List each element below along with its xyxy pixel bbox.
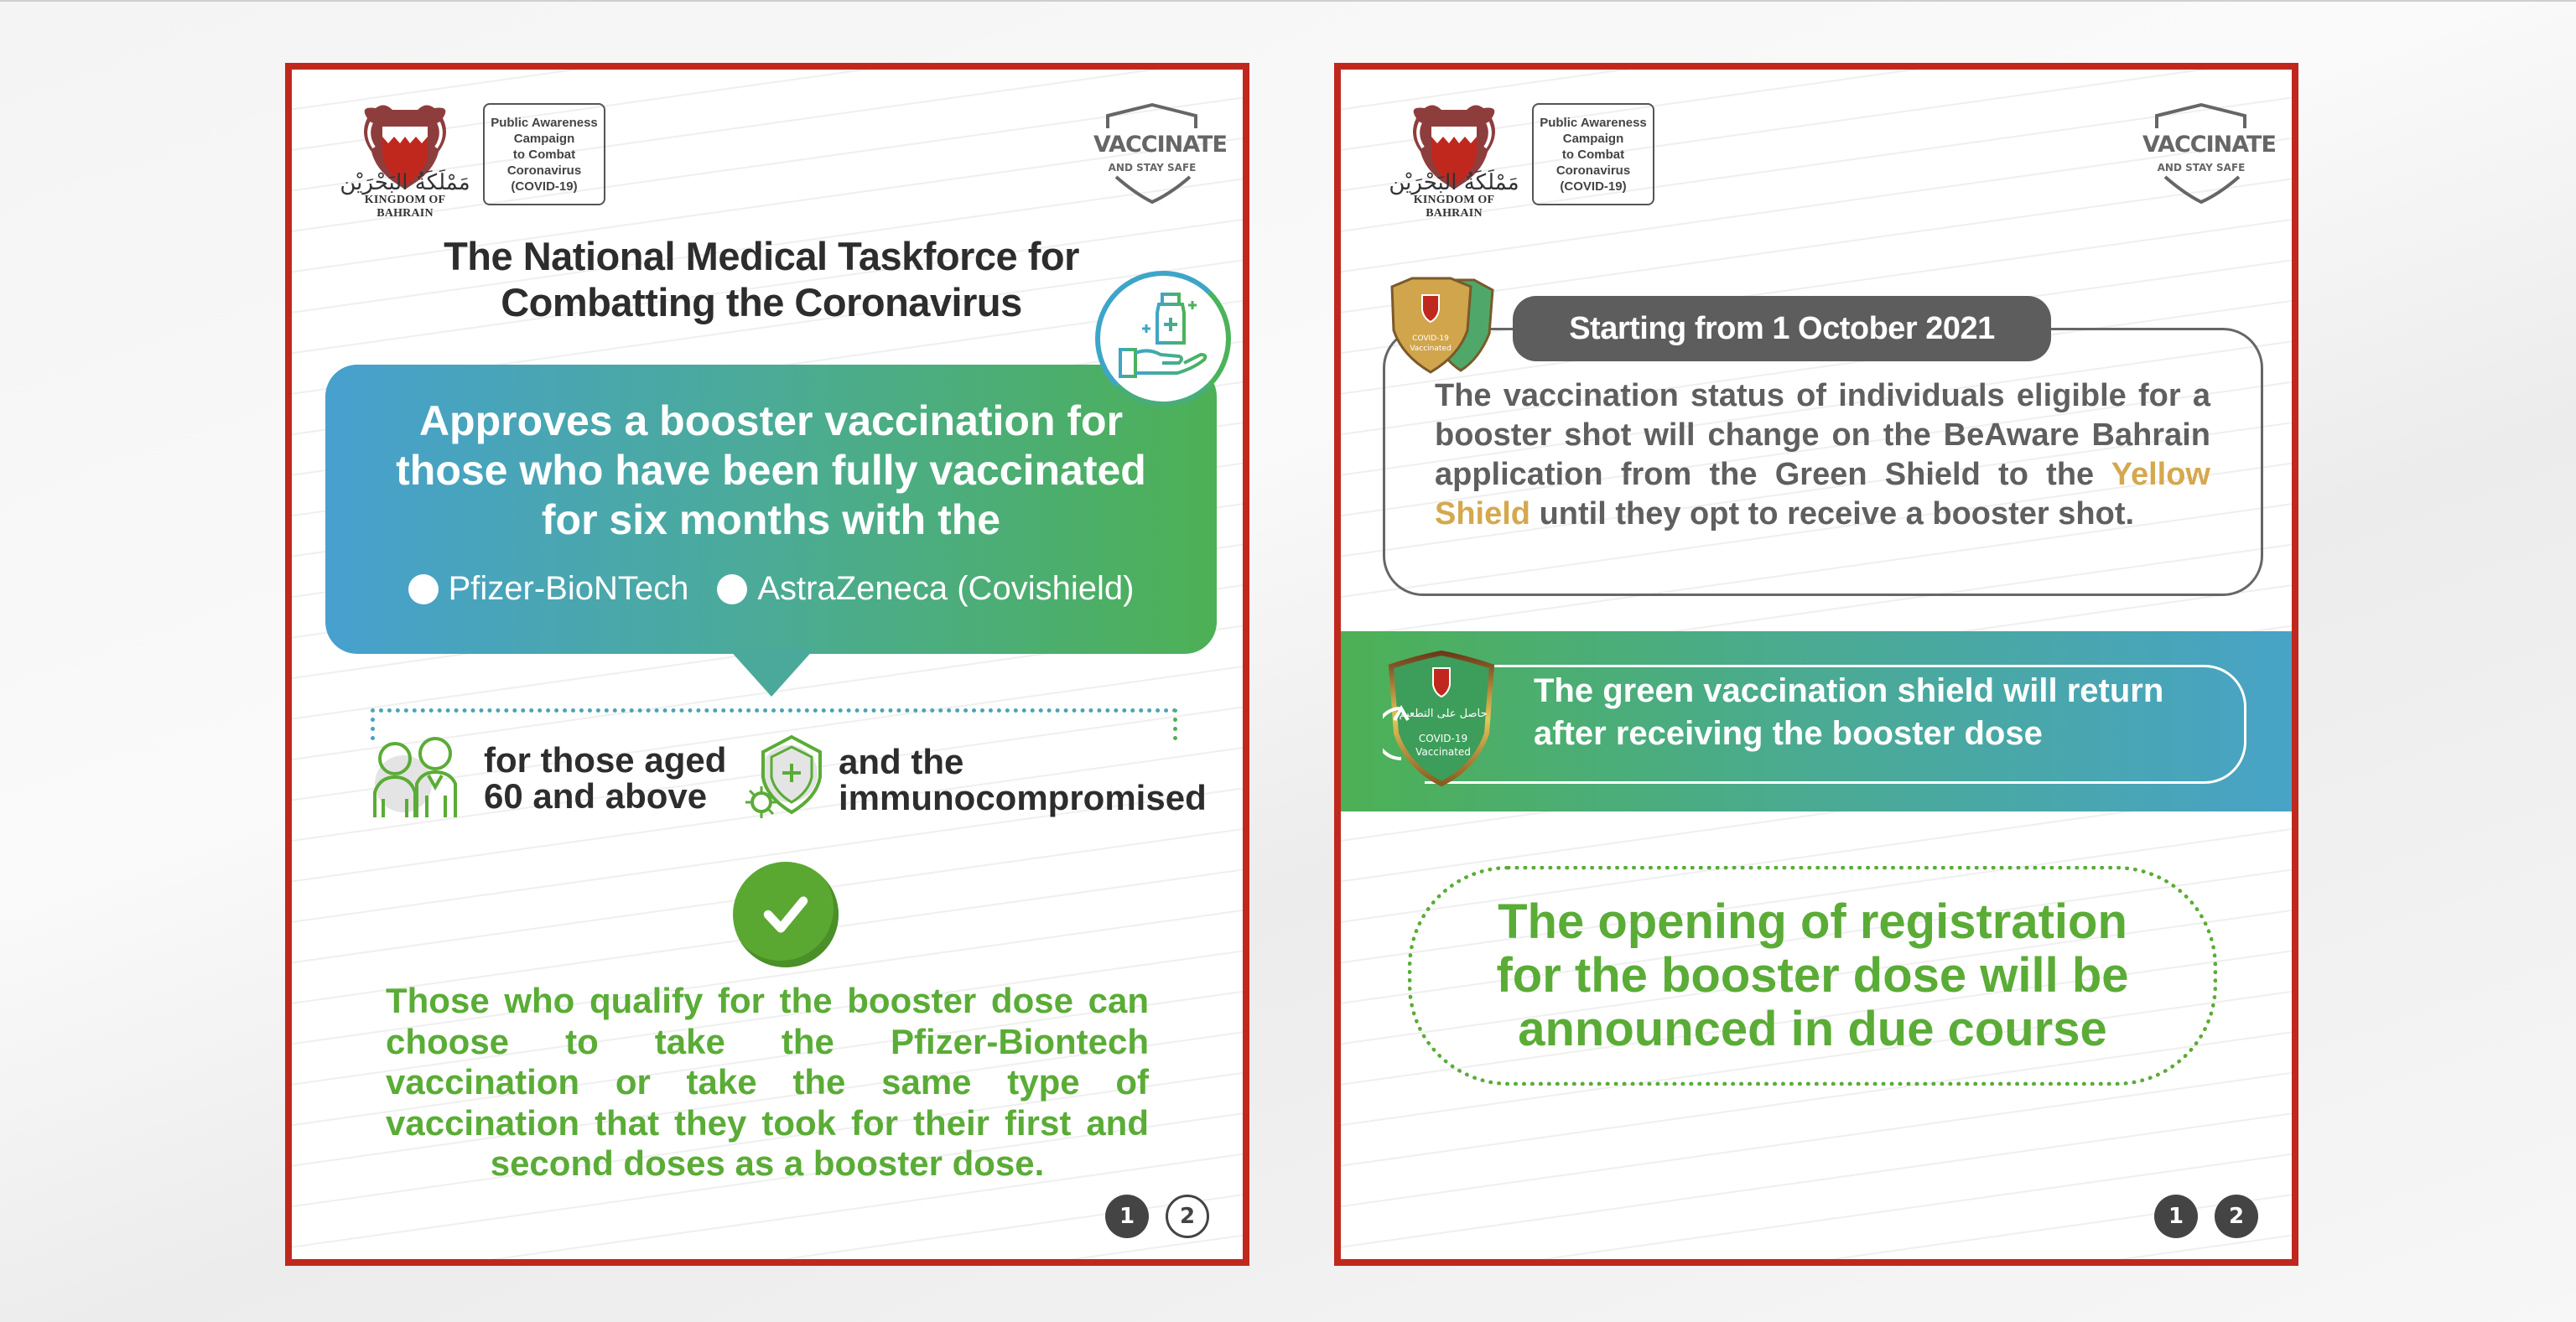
campaign-line: to Combat: [1561, 147, 1625, 162]
immuno-text: [839, 744, 1207, 816]
eligible-group-elderly: [371, 734, 726, 822]
page-dot-1[interactable]: 1: [1105, 1195, 1149, 1238]
approval-bubble: [325, 365, 1217, 654]
campaign-line: Coronavirus: [1555, 163, 1631, 178]
emblem-arabic-text: مَمْلَكَةُ البَحْرَيْن: [340, 170, 470, 195]
emblem-name: KINGDOM OF BAHRAIN: [364, 194, 446, 220]
status-text-part: until they opt to receive a booster shot.: [1530, 496, 2135, 531]
campaign-line: Public Awareness: [491, 115, 598, 130]
campaign-line: to Combat: [512, 147, 576, 162]
qualify-paragraph: Those who qualify for the booster dose can choose to take the Pfizer-Biontech vaccination or take the same type of vaccination that they took for their first and second doses as a booster dose.: [386, 981, 1149, 1183]
announce-line-1: The opening of registration: [1498, 894, 2127, 949]
yellow-shield-highlight: Yellow Shield: [1435, 457, 2210, 531]
vaccine-name: Pfizer-BioNTech: [448, 570, 689, 607]
registration-announcement: [1408, 866, 2217, 1086]
svg-text:Vaccinated: Vaccinated: [1415, 746, 1471, 758]
campaign-label-box: [1532, 103, 1654, 205]
badge-subtitle: AND STAY SAFE: [2157, 162, 2246, 174]
emblem-name: KINGDOM OF BAHRAIN: [1413, 194, 1495, 220]
svg-text:COVID-19: COVID-19: [1418, 733, 1468, 744]
campaign-label-box: [483, 103, 605, 205]
campaign-line: Public Awareness: [1540, 115, 1647, 130]
page-indicator: [2154, 1195, 2258, 1238]
campaign-line: (COVID-19): [511, 179, 578, 194]
campaign-line: Campaign: [513, 131, 575, 146]
announce-line-3: announced in due course: [1518, 1002, 2107, 1056]
svg-text:حاصل على التطعيم: حاصل على التطعيم: [1399, 708, 1488, 720]
page-indicator: [1105, 1195, 1209, 1238]
title-line-1: The National Medical Taskforce for: [444, 234, 1079, 278]
elderly-couple-icon: [371, 734, 472, 822]
bullet-icon: [408, 574, 439, 604]
status-change-text: [1435, 376, 2210, 534]
vaccine-list: [325, 570, 1217, 608]
vaccine-item: [408, 570, 689, 608]
return-line-1: The green vaccination shield will return: [1534, 672, 2164, 709]
vaccine-item: [717, 570, 1134, 608]
badge-subtitle: AND STAY SAFE: [1108, 162, 1197, 174]
return-line-2: after receiving the booster dose: [1534, 715, 2043, 752]
elderly-line-1: for those aged: [484, 739, 727, 780]
campaign-line: Coronavirus: [506, 163, 582, 178]
check-circle-icon: [733, 862, 839, 967]
page-title: [342, 233, 1181, 325]
badge-title: VACCINATE: [1093, 132, 1227, 158]
vaccinate-badge: [1093, 95, 1227, 208]
svg-text:COVID-19: COVID-19: [1412, 334, 1449, 343]
immuno-line-2: immunocompromised: [839, 778, 1207, 817]
elderly-line-2: 60 and above: [484, 775, 708, 816]
announce-line-2: for the booster dose will be: [1496, 948, 2129, 1003]
top-divider: [0, 0, 2576, 2]
badge-title: VACCINATE: [2142, 132, 2276, 158]
approval-text: [325, 397, 1217, 545]
campaign-line: Campaign: [1562, 131, 1624, 146]
slide-page-2: [1334, 63, 2298, 1266]
bubble-tail: [728, 648, 815, 697]
hand-vaccine-icon: [1095, 271, 1231, 407]
virus-shield-icon: [743, 734, 827, 826]
title-line-2: Combatting the Coronavirus: [501, 280, 1022, 324]
svg-text:Vaccinated: Vaccinated: [1410, 345, 1452, 353]
immuno-line-1: and the: [839, 742, 964, 781]
yellow-green-shield-icon: [1387, 275, 1498, 374]
approval-line-3: for six months with the: [541, 496, 1001, 543]
page-dot-2[interactable]: 2: [1166, 1195, 1209, 1238]
start-date-label: Starting from 1 October 2021: [1513, 296, 2051, 361]
approval-line-2: those who have been fully vaccinated: [396, 447, 1146, 494]
announcement-text: [1496, 895, 2128, 1056]
status-text-part: The vaccination status of individuals eligible for a booster shot will change on the BeAware Bahrain application from the Green Shield to the: [1435, 378, 2210, 492]
page-dot-2[interactable]: 2: [2215, 1195, 2258, 1238]
vaccinate-badge: [2142, 95, 2276, 208]
emblem-arabic-text: مَمْلَكَةُ البَحْرَيْن: [1389, 170, 1519, 195]
green-vaccinated-shield-icon: [1383, 650, 1500, 788]
shield-return-text: [1534, 670, 2163, 755]
approval-line-1: Approves a booster vaccination for: [418, 397, 1124, 444]
campaign-line: (COVID-19): [1560, 179, 1627, 194]
vaccine-name: AstraZeneca (Covishield): [757, 570, 1135, 607]
elderly-text: [484, 739, 727, 816]
slide-page-1: [285, 63, 1249, 1266]
page-dot-1[interactable]: 1: [2154, 1195, 2198, 1238]
shield-return-banner: [1341, 631, 2298, 811]
bullet-icon: [717, 574, 747, 604]
eligible-group-immuno: [743, 734, 1207, 826]
